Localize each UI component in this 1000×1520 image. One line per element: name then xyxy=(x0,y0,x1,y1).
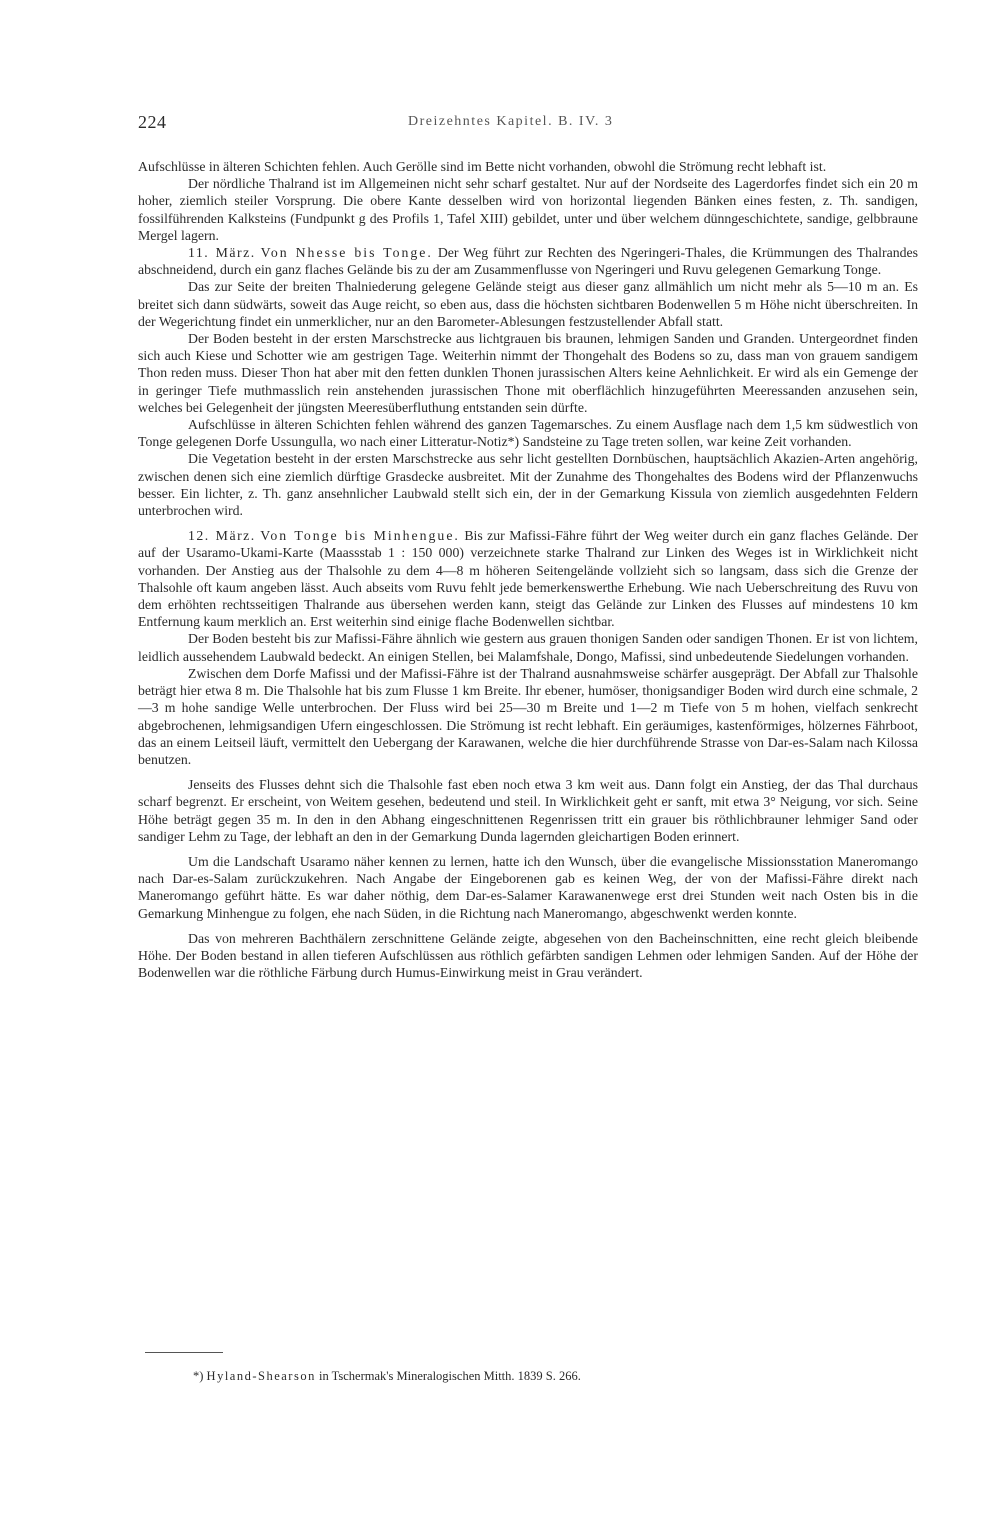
paragraph xyxy=(138,158,918,175)
paragraph-text: Aufschlüsse in älteren Schichten fehlen. Auch Gerölle sind im Bette nicht vorhanden, obwohl die Strömung recht lebhaft ist. xyxy=(138,159,827,174)
paragraph-text: Der Weg führt zur Rechten des Ngeringeri-Thales, die Krümmungen des Thalrandes abschneidend, durch ein ganz flaches Gelände bis zu der am Zusammenflusse von Ngeringeri und Ruvu gelegenen Gemarkung Tonge. xyxy=(138,245,919,278)
paragraph-text: Der Boden besteht in der ersten Marschstrecke aus lichtgrauen bis braunen, lehmigen Sanden und Granden. Untergeordnet finden sich auch Kiese und Schotter wie am gestrigen Tage. Weiterhin nimmt der Thongehalt des Bodens so zu, dass man von grauem sandigem Thon reden muss. Dieser Thon hat aber mit den fetten dunklen Thonen jurassischen Alters keine Aehnlichkeit. Er wird als ein Gemenge der in geringer Tiefe muthmasslich rein anstehenden jurassischen Thone mit oberflächlich hinzugeführten Meeressanden anzusehen sein, welches bei Gelegenheit der jüngsten Meeresüberfluthung entstanden sein dürfte. xyxy=(138,331,918,415)
running-head: Dreizehntes Kapitel. B. IV. 3 xyxy=(408,114,614,129)
paragraph xyxy=(138,416,918,450)
entry-route: Von Nhesse bis Tonge. xyxy=(260,245,433,261)
page-header xyxy=(138,112,918,138)
footnote-divider xyxy=(145,1352,223,1353)
paragraph-text: Das von mehreren Bachthälern zerschnittene Gelände zeigte, abgesehen von den Bacheinschnitten, eine recht gleich bleibende Höhe. Der Boden bestand in allen tieferen Aufschlüssen aus röthlich gefärbten sandigen Lehmen oder lehmigen Sanden. Auf der Höhe der Bodenwellen war die röthliche Färbung durch Humus-Einwirkung meist in Grau verändert. xyxy=(138,930,918,981)
paragraph xyxy=(138,630,918,664)
paragraph-text: Der nördliche Thalrand ist im Allgemeinen nicht sehr scharf gestaltet. Nur auf der Nordseite des Lagerdorfes findet sich ein 20 m hoher, ziemlich steiler Vorsprung. Die obere Kante desselben wird von horizontal liegenden Bänken eines festen, z. Th. sandigen, fossilführenden Kalksteins (Fundpunkt g des Profils 1, Tafel XIII) gebildet, unter und über welchem dünngeschichtete, sandige, gelbbraune Mergel lagern. xyxy=(138,176,918,243)
footnote-author: Hyland-Shearson xyxy=(206,1369,316,1383)
page-number: 224 xyxy=(138,112,167,132)
paragraph xyxy=(138,278,918,330)
paragraph-text: Jenseits des Flusses dehnt sich die Thalsohle fast eben noch etwa 3 km weit aus. Dann folgt ein Anstieg, der das Thal durchaus scharf begrenzt. Er erscheint, von Weitem gesehen, bedeutend und steil. In Wirklichkeit geht er sanft, mit etwa 3° Neigung, vor sich. Seine Höhe beträgt gegen 35 m. In den in den Abhang eingeschnittenen Regenrissen tritt ein grauer bis röthlichbrauner lehmiger Sand oder sandiger Lehm zu Tage, der lebhaft an den in der Gemarkung Dunda lagernden gleichartigen Boden erinnert. xyxy=(138,777,918,844)
paragraph xyxy=(138,450,918,519)
paragraph xyxy=(138,853,918,922)
footnote-marker: *) xyxy=(193,1369,204,1383)
paragraph xyxy=(138,330,918,416)
paragraph-text: Der Boden besteht bis zur Mafissi-Fähre ähnlich wie gestern aus grauen thonigen Sanden oder sandigen Thonen. Er ist von lichtem, leidlich aussehendem Laubwald bedeckt. An einigen Stellen, bei Malamfshale, Dongo, Mafissi, sind unbedeutende Siedelungen vorhanden. xyxy=(138,631,918,664)
paragraph xyxy=(138,527,918,630)
footnote-text: in Tschermak's Mineralogischen Mitth. 1839 S. 266. xyxy=(318,1369,581,1383)
paragraph-text: Bis zur Mafissi-Fähre führt der Weg weiter durch ein ganz flaches Gelände. Der auf der Usaramo-Ukami-Karte (Maassstab 1 : 150 000) verzeichnete starke Thalrand zur Linken des Weges ist in Wirklichkeit nicht vorhanden. Der Anstieg aus der Thalsohle zu dem 4—8 m höheren Seitengelände vollzieht sich so langsam, dass sich die Grenze der Thalsohle oft kaum angeben lässt. Auch abseits vom Ruvu fehlt jede bemerkenswerthe Erhebung. Wie nach Ueberschreitung des Ruvu von dem erhöhten rechtsseitigen Thalrande aus übersehen werden kann, steigt das Gelände zur Linken des Flusses auf mindestens 10 km Entfernung kaum merklich an. Erst weiterhin sind einige flache Bodenwellen sichtbar. xyxy=(138,528,918,630)
entry-route: Von Tonge bis Minhengue. xyxy=(260,528,460,544)
footnote xyxy=(193,1368,893,1384)
body-text xyxy=(138,158,918,981)
paragraph-text: Aufschlüsse in älteren Schichten fehlen während des ganzen Tagemarsches. Zu einem Ausflage nach dem 1,5 km südwestlich von Tonge gelegenen Dorfe Ussungulla, wo nach einer Litteratur-Notiz*) Sandsteine zu Tage treten sollen, war keine Zeit vorhanden. xyxy=(138,417,918,450)
paragraph xyxy=(138,776,918,845)
paragraph xyxy=(138,930,918,982)
paragraph xyxy=(138,665,918,768)
paragraph-text: Die Vegetation besteht in der ersten Marschstrecke aus sehr licht gestellten Dornbüschen, hauptsächlich Akazien-Arten angehörig, zwischen denen sich eine ziemlich dürftige Grasdecke ausbreitet. Mit der Zunahme des Thongehaltes des Bodens wird der Pflanzenwuchs besser. Ein lichter, z. Th. ganz ansehnlicher Laubwald stellt sich ein, der in der Gemarkung Kissula von ziemlich ausgedehnten Feldern unterbrochen wird. xyxy=(138,451,918,519)
entry-date: 12. März. xyxy=(188,528,256,544)
entry-date: 11. März. xyxy=(188,245,256,261)
paragraph-text: Das zur Seite der breiten Thalniederung gelegene Gelände steigt aus dieser ganz allmählich um nicht mehr als 5—10 m an. Es breitet sich dann südwärts, soweit das Auge reicht, so eben aus, dass die höchsten sichtbaren Bodenwellen 5 m Höhe nicht überschreiten. In der Wegerichtung findet ein unmerklicher, nur an den Barometer-Ablesungen festzustellender Abfall statt. xyxy=(138,279,918,329)
paragraph xyxy=(138,244,918,278)
paragraph-text: Zwischen dem Dorfe Mafissi und der Mafissi-Fähre ist der Thalrand ausnahmsweise schärfer ausgeprägt. Der Abfall zur Thalsohle beträgt hier etwa 8 m. Die Thalsohle hat bis zum Flusse 1 km Breite. Ihr ebener, humöser, thonigsandiger Boden wird durch eine schmale, 2—3 m hohe sandige Welle unterbrochen. Der Fluss wird bei 25—30 m Breite und 1—2 m Tiefe von 5 m hohen, vielfach senkrecht abgebrochenen, lehmigsandigen Ufern eingeschlossen. Die Strömung ist recht lebhaft. Ein geräumiges, kastenförmiges, hölzernes Fährboot, das an einem Leitseil läuft, vermittelt den Uebergang der Karawanen, welche die hier durchführende Strasse von Dar-es-Salam nach Kilossa benutzen. xyxy=(138,665,918,767)
paragraph-text: Um die Landschaft Usaramo näher kennen zu lernen, hatte ich den Wunsch, über die evangelische Missionsstation Maneromango nach Dar-es-Salam zurückzukehren. Nach Angabe der Eingeborenen gab es keinen Weg, der von der Mafissi-Fähre direkt nach Maneromango geführt hätte. Es war daher nöthig, dem Dar-es-Salamer Karawanenwege erst drei Stunden weit nach Osten bis in die Gemarkung Minhengue zu folgen, ehe nach Süden, in die Richtung nach Maneromango, abgeschwenkt werden konnte. xyxy=(138,853,918,921)
paragraph xyxy=(138,175,918,244)
